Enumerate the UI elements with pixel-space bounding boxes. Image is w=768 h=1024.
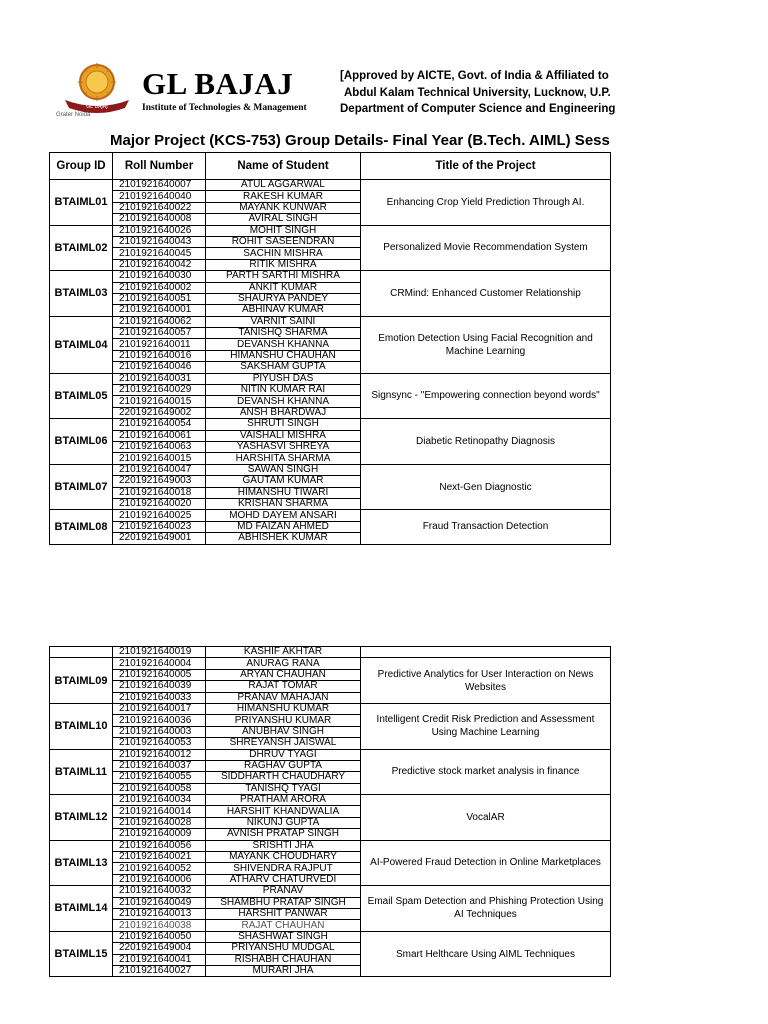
column-header-group-id: Group ID [50,153,113,180]
student-name-cell: ATUL AGGARWAL [206,180,361,191]
student-name-cell: VAISHALI MISHRA [206,430,361,441]
student-name-cell: SAWAN SINGH [206,464,361,475]
project-title-cell: AI-Powered Fraud Detection in Online Marketplaces [361,840,611,886]
roll-number-cell: 2101921640053 [113,738,206,749]
project-title-cell: Next-Gen Diagnostic [361,464,611,510]
logo-subtitle: Grater Noida [56,112,91,118]
student-name-cell: SAKSHAM GUPTA [206,362,361,373]
student-name-cell: SIDDHARTH CHAUDHARY [206,772,361,783]
column-header-roll-number: Roll Number [113,153,206,180]
roll-number-cell: 2101921640032 [113,886,206,897]
student-name-cell: DEVANSH KHANNA [206,396,361,407]
student-name-cell: HIMANSHU TIWARI [206,487,361,498]
roll-number-cell: 2101921640021 [113,852,206,863]
project-title-cell: CRMind: Enhanced Customer Relationship [361,271,611,317]
roll-number-cell: 2101921640023 [113,521,206,532]
student-name-cell: PRIYANSHU MUDGAL [206,943,361,954]
project-title-cell: Signsync - "Empowering connection beyond words" [361,373,611,419]
roll-number-cell: 2201921649004 [113,943,206,954]
table-row [50,271,611,282]
project-title-cell: Diabetic Retinopathy Diagnosis [361,419,611,465]
roll-number-cell: 2101921640025 [113,510,206,521]
project-title-cell: Enhancing Crop Yield Prediction Through AI. [361,180,611,226]
group-table-page-1 [49,152,611,545]
project-title-cell: Smart Helthcare Using AIML Techniques [361,931,611,977]
roll-number-cell: 2101921640042 [113,259,206,270]
project-title-cell: Intelligent Credit Risk Prediction and Assessment Using Machine Learning [361,703,611,749]
roll-number-cell: 2101921640058 [113,783,206,794]
roll-number-cell: 2101921640003 [113,726,206,737]
roll-number-cell: 2101921640017 [113,703,206,714]
student-name-cell: GAUTAM KUMAR [206,476,361,487]
student-name-cell: ABHINAV KUMAR [206,305,361,316]
student-name-cell: SHREYANSH JAISWAL [206,738,361,749]
group-id-cell: BTAIML04 [50,316,113,373]
project-title-cell: VocalAR [361,795,611,841]
table-row [50,225,611,236]
student-name-cell: ANUBHAV SINGH [206,726,361,737]
roll-number-cell: 2101921640015 [113,453,206,464]
roll-number-cell: 2101921640012 [113,749,206,760]
roll-number-cell: 2101921640041 [113,954,206,965]
project-title-cell: Predictive stock market analysis in finance [361,749,611,795]
roll-number-cell: 2101921640007 [113,180,206,191]
student-name-cell: SHRUTI SINGH [206,419,361,430]
student-name-cell: AVNISH PRATAP SINGH [206,829,361,840]
group-table-page-2 [49,646,611,977]
table-row [50,658,611,669]
institute-subtitle: Institute of Technologies & Management [142,103,307,113]
table-row [50,795,611,806]
student-name-cell: DEVANSH KHANNA [206,339,361,350]
student-name-cell: PIYUSH DAS [206,373,361,384]
group-id-cell: BTAIML06 [50,419,113,465]
table-row [50,373,611,384]
column-header-project-title: Title of the Project [361,153,611,180]
student-name-cell: RAGHAV GUPTA [206,760,361,771]
student-name-cell: MAYANK KUNWAR [206,202,361,213]
project-title-cell: Email Spam Detection and Phishing Protection Using AI Techniques [361,886,611,932]
student-name-cell: HIMANSHU KUMAR [206,703,361,714]
institute-name: GL BAJAJ [142,66,294,101]
student-name-cell: DHRUV TYAGI [206,749,361,760]
table-header-row [50,153,611,180]
roll-number-cell: 2101921640051 [113,293,206,304]
roll-number-cell: 2201921649003 [113,476,206,487]
roll-number-cell: 2101921640049 [113,897,206,908]
roll-number-cell: 2101921640047 [113,464,206,475]
student-name-cell: HARSHITA SHARMA [206,453,361,464]
group-id-cell: BTAIML09 [50,658,113,704]
document-title: Major Project (KCS-753) Group Details- Final Year (B.Tech. AIML) Sess [110,132,610,149]
roll-number-cell: 2101921640052 [113,863,206,874]
roll-number-cell: 2101921640038 [113,920,206,931]
roll-number-cell: 2101921640046 [113,362,206,373]
roll-number-cell: 2101921640057 [113,328,206,339]
roll-number-cell: 2101921640029 [113,385,206,396]
group-id-cell: BTAIML15 [50,931,113,977]
student-name-cell: RAJAT TOMAR [206,681,361,692]
group-id-cell [50,647,113,658]
roll-number-cell: 2101921640034 [113,795,206,806]
group-id-cell: BTAIML01 [50,180,113,226]
table-row [50,840,611,851]
student-name-cell: TANISHQ SHARMA [206,328,361,339]
student-name-cell: ANSH BHARDWAJ [206,407,361,418]
group-id-cell: BTAIML07 [50,464,113,510]
roll-number-cell: 2101921640027 [113,965,206,976]
student-name-cell: KASHIF AKHTAR [206,647,361,658]
roll-number-cell: 2101921640061 [113,430,206,441]
roll-number-cell: 2101921640040 [113,191,206,202]
roll-number-cell: 2101921640013 [113,908,206,919]
student-name-cell: YASHASVI SHREYA [206,441,361,452]
table-row [50,180,611,191]
student-name-cell: PRANAV [206,886,361,897]
group-id-cell: BTAIML08 [50,510,113,544]
student-name-cell: HIMANSHU CHAUHAN [206,350,361,361]
approval-line: [Approved by AICTE, Govt. of India & Affiliated to [340,70,609,82]
roll-number-cell: 2101921640062 [113,316,206,327]
roll-number-cell: 2101921640039 [113,681,206,692]
roll-number-cell: 2101921640008 [113,214,206,225]
logo-text: GL BAJAJ [86,104,108,110]
student-name-cell: SHAURYA PANDEY [206,293,361,304]
roll-number-cell: 2101921640015 [113,396,206,407]
table-row [50,510,611,521]
student-name-cell: NITIN KUMAR RAI [206,385,361,396]
roll-number-cell: 2101921640018 [113,487,206,498]
table-row [50,931,611,942]
approval-line: Department of Computer Science and Engineering [340,103,616,115]
group-id-cell: BTAIML03 [50,271,113,317]
roll-number-cell: 2101921640004 [113,658,206,669]
project-title-cell: Emotion Detection Using Facial Recognition and Machine Learning [361,316,611,373]
student-name-cell: MD FAIZAN AHMED [206,521,361,532]
roll-number-cell: 2101921640001 [113,305,206,316]
roll-number-cell: 2101921640028 [113,817,206,828]
roll-number-cell: 2101921640055 [113,772,206,783]
student-name-cell: PRATHAM ARORA [206,795,361,806]
roll-number-cell: 2101921640014 [113,806,206,817]
student-name-cell: PRIYANSHU KUMAR [206,715,361,726]
roll-number-cell: 2101921640054 [113,419,206,430]
roll-number-cell: 2101921640020 [113,498,206,509]
student-name-cell: RITIK MISHRA [206,259,361,270]
student-name-cell: SHIVENDRA RAJPUT [206,863,361,874]
project-title-cell: Predictive Analytics for User Interaction on News Websites [361,658,611,704]
student-name-cell: ANURAG RANA [206,658,361,669]
roll-number-cell: 2101921640037 [113,760,206,771]
roll-number-cell: 2101921640036 [113,715,206,726]
student-name-cell: ROHIT SASEENDRAN [206,236,361,247]
column-header-student-name: Name of Student [206,153,361,180]
student-name-cell: RISHABH CHAUHAN [206,954,361,965]
roll-number-cell: 2101921640033 [113,692,206,703]
student-name-cell: SACHIN MISHRA [206,248,361,259]
student-name-cell: MAYANK CHOUDHARY [206,852,361,863]
student-name-cell: RAJAT CHAUHAN [206,920,361,931]
roll-number-cell: 2101921640026 [113,225,206,236]
project-title-cell [361,647,611,658]
table-row [50,703,611,714]
student-name-cell: PRANAV MAHAJAN [206,692,361,703]
student-name-cell: AVIRAL SINGH [206,214,361,225]
table-row [50,749,611,760]
project-title-cell: Personalized Movie Recommendation System [361,225,611,271]
roll-number-cell: 2101921640050 [113,931,206,942]
roll-number-cell: 2101921640045 [113,248,206,259]
student-name-cell: PARTH SARTHI MISHRA [206,271,361,282]
roll-number-cell: 2101921640031 [113,373,206,384]
roll-number-cell: 2201921649002 [113,407,206,418]
student-name-cell: KRISHAN SHARMA [206,498,361,509]
student-name-cell: SHASHWAT SINGH [206,931,361,942]
group-id-cell: BTAIML05 [50,373,113,419]
roll-number-cell: 2101921640022 [113,202,206,213]
roll-number-cell: 2101921640030 [113,271,206,282]
roll-number-cell: 2101921640019 [113,647,206,658]
project-title-cell: Fraud Transaction Detection [361,510,611,544]
student-name-cell: MURARI JHA [206,965,361,976]
group-id-cell: BTAIML10 [50,703,113,749]
table-row [50,464,611,475]
student-name-cell: SRISHTI JHA [206,840,361,851]
group-id-cell: BTAIML11 [50,749,113,795]
roll-number-cell: 2101921640002 [113,282,206,293]
group-id-cell: BTAIML13 [50,840,113,886]
table-row [50,316,611,327]
group-id-cell: BTAIML02 [50,225,113,271]
table-row [50,886,611,897]
student-name-cell: ABHISHEK KUMAR [206,533,361,544]
approval-line: Abdul Kalam Technical University, Lucknow, U.P. [344,86,611,99]
student-name-cell: RAKESH KUMAR [206,191,361,202]
table-row [50,647,611,658]
roll-number-cell: 2101921640063 [113,441,206,452]
roll-number-cell: 2201921649001 [113,533,206,544]
roll-number-cell: 2101921640056 [113,840,206,851]
roll-number-cell: 2101921640043 [113,236,206,247]
roll-number-cell: 2101921640009 [113,829,206,840]
student-name-cell: ATHARV CHATURVEDI [206,874,361,885]
student-name-cell: VARNIT SAINI [206,316,361,327]
group-id-cell: BTAIML12 [50,795,113,841]
roll-number-cell: 2101921640006 [113,874,206,885]
student-name-cell: ANKIT KUMAR [206,282,361,293]
table-row [50,419,611,430]
roll-number-cell: 2101921640011 [113,339,206,350]
student-name-cell: MOHD DAYEM ANSARI [206,510,361,521]
student-name-cell: HARSHIT PANWAR [206,908,361,919]
student-name-cell: MOHIT SINGH [206,225,361,236]
group-id-cell: BTAIML14 [50,886,113,932]
roll-number-cell: 2101921640016 [113,350,206,361]
student-name-cell: SHAMBHU PRATAP SINGH [206,897,361,908]
student-name-cell: TANISHQ TYAGI [206,783,361,794]
student-name-cell: NIKUNJ GUPTA [206,817,361,828]
roll-number-cell: 2101921640005 [113,669,206,680]
student-name-cell: ARYAN CHAUHAN [206,669,361,680]
student-name-cell: HARSHIT KHANDWALIA [206,806,361,817]
